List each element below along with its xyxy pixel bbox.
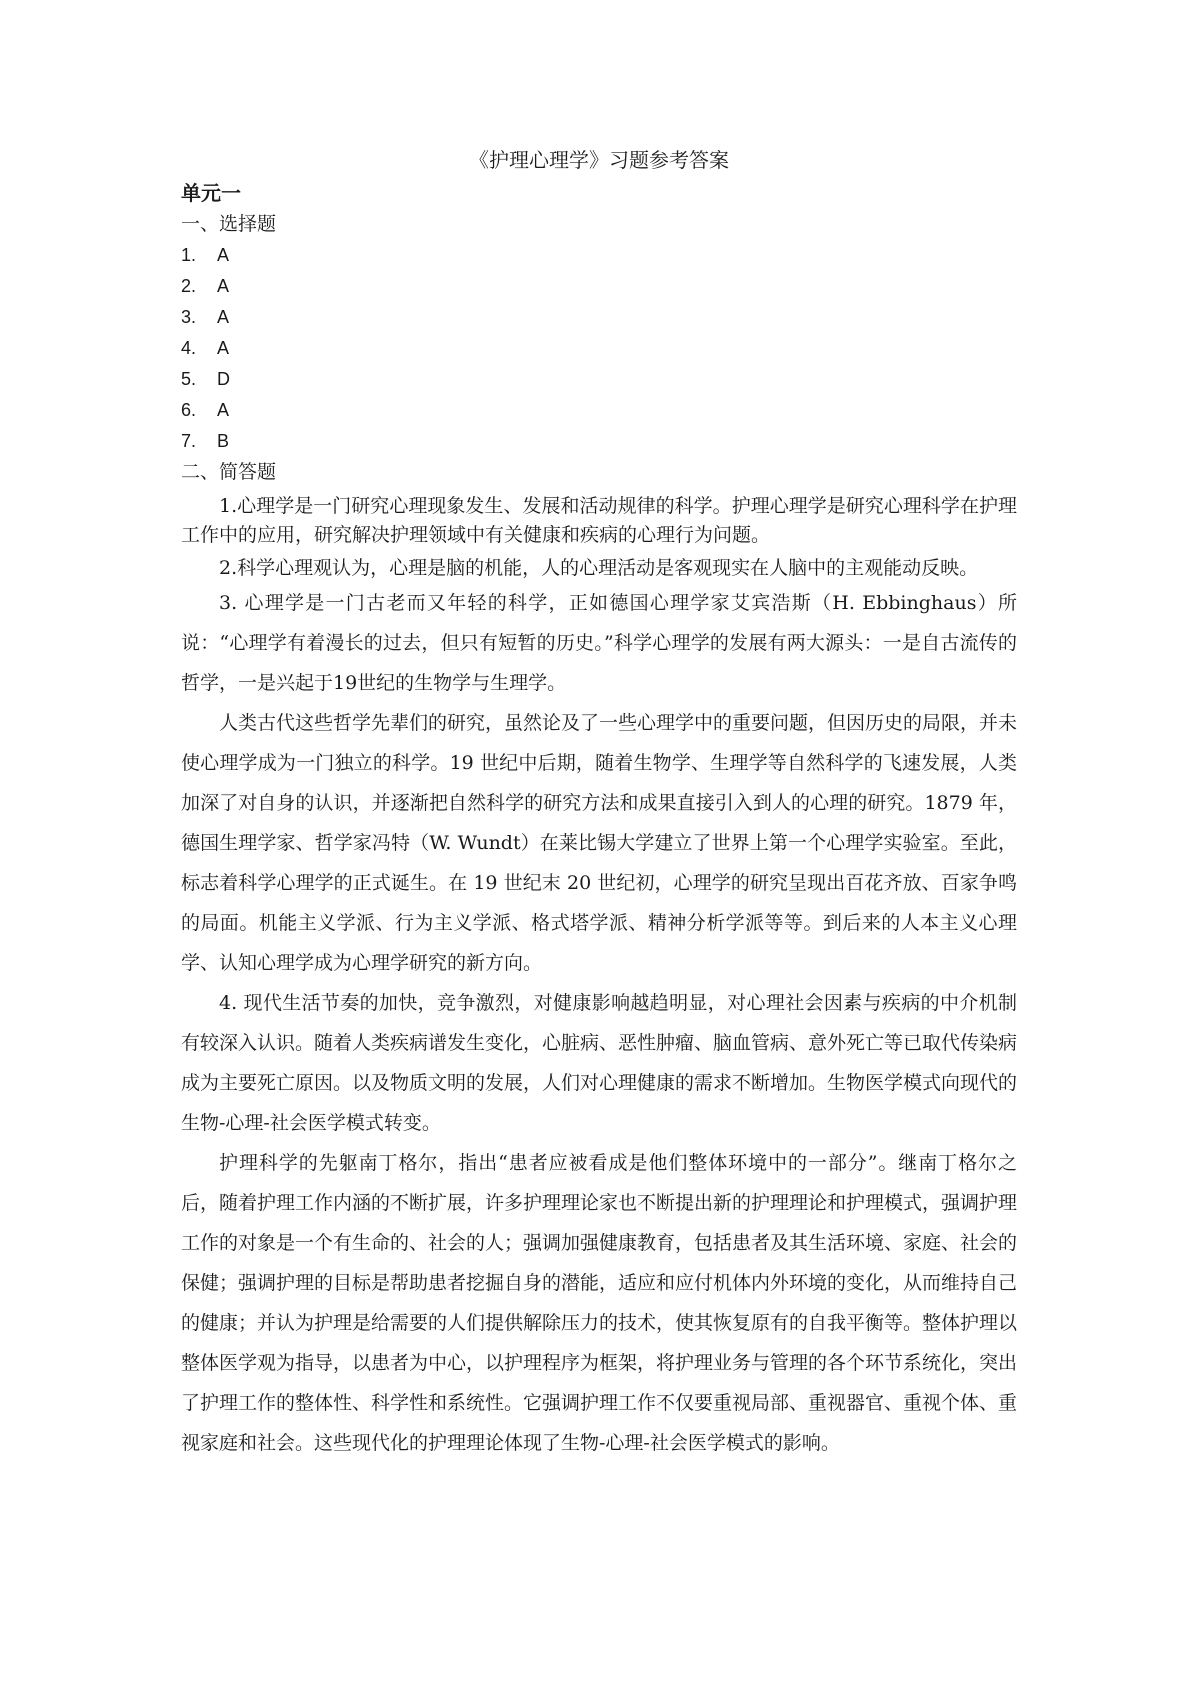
answer-value: A (217, 338, 230, 358)
choice-section-heading: 一、选择题 (181, 213, 277, 235)
answer-paragraph-2: 2.科学心理观认为，心理是脑的机能，人的心理活动是客观现实在人脑中的主观能动反映。 (219, 557, 979, 579)
answer-value: A (217, 307, 230, 327)
answer-paragraph-4-continued: 护理科学的先躯南丁格尔，指出“患者应被看成是他们整体环境中的一部分”。继南丁格尔之后，随着护理工作内涵的不断扩展，许多护理理论家也不断提出新的护理理论和护理模式，强调护理工作的对象是一个有生命的、社会的人；强调加强健康教育，包括患者及其生活环境、家庭、社会的保健；强调护理的目标是帮助患者挖掘自身的潜能，适应和应付机体内外环境的变化，从而维持自己的健康；并认为护理是给需要的人们提供解除压力的技术，使其恢复原有的自我平衡等。整体护理以整体医学观为指导，以患者为中心，以护理程序为框架，将护理业务与管理的各个环节系统化，突出了护理工作的整体性、科学性和系统性。它强调护理工作不仅要重视局部、重视器官、重视个体、重视家庭和社会。这些现代化的护理理论体现了生物-心理-社会医学模式的影响。 (181, 1152, 1018, 1454)
answer-paragraph-3: 3. 心理学是一门古老而又年轻的科学，正如德国心理学家艾宾浩斯（H. Ebbinghaus）所说：“心理学有着漫长的过去，但只有短暂的历史。”科学心理学的发展有两大源头：一是自古流传的哲学，一是兴起于19世纪的生物学与生理学。 (181, 592, 1017, 694)
answer-value: D (217, 369, 230, 389)
answer-paragraph-1: 1.心理学是一门研究心理现象发生、发展和活动规律的科学。护理心理学是研究心理科学在护理工作中的应用，研究解决护理领域中有关健康和疾病的心理行为问题。 (181, 495, 1017, 546)
unit-heading: 单元一 (181, 181, 241, 205)
short-answer-section-heading: 二、简答题 (181, 461, 277, 483)
list-item (181, 426, 1017, 457)
list-item (181, 395, 1017, 426)
list-item (181, 271, 1017, 302)
document-page (181, 143, 1017, 1463)
answer-value: B (217, 431, 230, 451)
answer-paragraph-4: 4. 现代生活节奏的加快，竞争激烈，对健康影响越趋明显，对心理社会因素与疾病的中介机制有较深入认识。随着人类疾病谱发生变化，心脏病、恶性肿瘤、脑血管病、意外死亡等已取代传染病成为主要死亡原因。以及物质文明的发展，人们对心理健康的需求不断增加。生物医学模式向现代的生物-心理-社会医学模式转变。 (181, 992, 1018, 1134)
answer-value: A (217, 245, 230, 265)
answer-number: 1. (181, 245, 197, 265)
list-item (181, 333, 1017, 364)
answer-value: A (217, 400, 230, 420)
list-item (181, 240, 1017, 271)
answer-number: 3. (181, 307, 197, 327)
answer-number: 2. (181, 276, 197, 296)
list-item (181, 364, 1017, 395)
list-item (181, 302, 1017, 333)
answer-number: 7. (181, 431, 197, 451)
answer-number: 5. (181, 369, 197, 389)
document-title: 《护理心理学》习题参考答案 (469, 148, 729, 172)
answer-number: 4. (181, 338, 197, 358)
choice-answer-list (181, 240, 1017, 457)
answer-paragraph-3-continued: 人类古代这些哲学先辈们的研究，虽然论及了一些心理学中的重要问题，但因历史的局限，并未使心理学成为一门独立的科学。19 世纪中后期，随着生物学、生理学等自然科学的飞速发展，人类加深了对自身的认识，并逐渐把自然科学的研究方法和成果直接引入到人的心理的研究。1879 年，德国生理学家、哲学家冯特（W. Wundt）在莱比锡大学建立了世界上第一个心理学实验室。至此，标志着科学心理学的正式诞生。在 19 世纪末 20 世纪初，心理学的研究呈现出百花齐放、百家争鸣的局面。机能主义学派、行为主义学派、格式塔学派、精神分析学派等等。到后来的人本主义心理学、认知心理学成为心理学研究的新方向。 (181, 712, 1018, 974)
answer-value: A (217, 276, 230, 296)
answer-number: 6. (181, 400, 197, 420)
